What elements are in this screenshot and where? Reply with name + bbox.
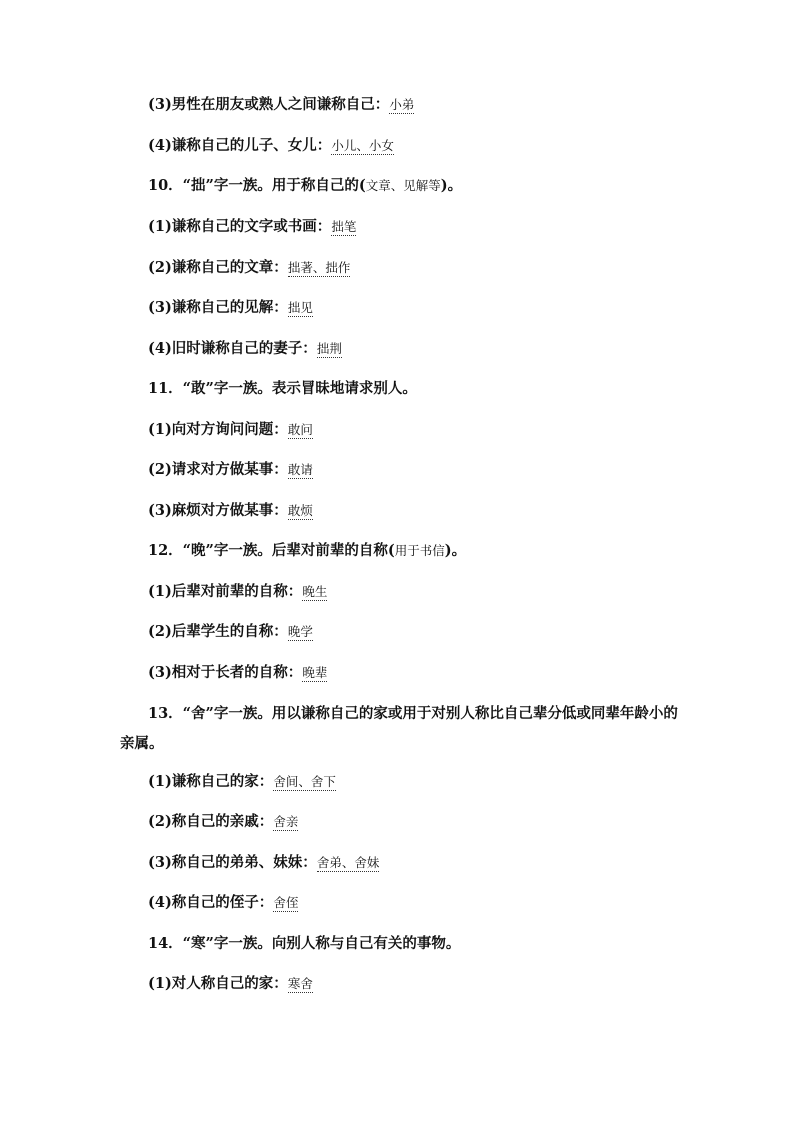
item-text: (1)谦称自己的文字或书画：: [148, 218, 332, 235]
item-text: (3)男性在朋友或熟人之间谦称自己：: [148, 96, 390, 113]
list-item: [148, 95, 414, 115]
list-item: [148, 217, 356, 237]
answer-text: 拙见: [287, 300, 313, 315]
heading-suffix: )。: [444, 542, 467, 559]
section-heading: [148, 379, 417, 399]
list-item: [148, 772, 336, 792]
answer-text: 拙笔: [331, 219, 357, 234]
answer-text: 小儿、小女: [331, 138, 394, 153]
section-heading: [148, 176, 462, 196]
answer-text: 敢请: [287, 462, 313, 477]
item-text: (4)称自己的侄子：: [148, 894, 274, 911]
item-text: (2)后辈学生的自称：: [148, 623, 288, 640]
answer-text: 敢烦: [287, 503, 313, 518]
answer-text: 舍侄: [273, 895, 299, 910]
list-item: [148, 622, 313, 642]
answer-text: 舍弟、舍妹: [316, 855, 380, 870]
item-text: (3)麻烦对方做某事：: [148, 502, 288, 519]
answer-text: 晚学: [287, 624, 313, 639]
heading-text: 10．“拙”字一族。用于称自己的(: [148, 177, 366, 194]
item-text: (2)谦称自己的文章：: [148, 259, 288, 276]
list-item: [148, 258, 350, 278]
list-item: [148, 420, 313, 440]
item-text: (3)谦称自己的见解：: [148, 299, 288, 316]
heading-suffix: )。: [440, 177, 463, 194]
list-item: [148, 893, 298, 913]
item-text: (1)向对方询问问题：: [148, 421, 288, 438]
answer-text: 晚辈: [302, 665, 328, 680]
answer-text: 拙著、拙作: [287, 260, 351, 275]
item-text: (1)谦称自己的家：: [148, 773, 274, 790]
item-text: (1)后辈对前辈的自称：: [148, 583, 303, 600]
list-item: [148, 582, 327, 602]
list-item: [148, 663, 327, 683]
heading-text: 14．“寒”字一族。向别人称与自己有关的事物。: [148, 935, 461, 952]
answer-text: 敢问: [287, 422, 313, 437]
list-item: [148, 460, 313, 480]
item-text: (3)称自己的弟弟、妹妹：: [148, 854, 317, 871]
section-heading: [120, 699, 680, 759]
item-text: (2)请求对方做某事：: [148, 461, 288, 478]
list-item: [148, 298, 313, 318]
item-text: (2)称自己的亲戚：: [148, 813, 274, 830]
list-item: [148, 853, 379, 873]
item-text: (4)谦称自己的儿子、女儿：: [148, 137, 332, 154]
answer-text: 晚生: [302, 584, 328, 599]
heading-note: 文章、见解等: [365, 178, 441, 193]
list-item: [148, 501, 313, 521]
answer-text: 寒舍: [287, 976, 313, 991]
answer-text: 拙荆: [316, 341, 342, 356]
section-heading: [148, 541, 466, 561]
item-text: (3)相对于长者的自称：: [148, 664, 303, 681]
heading-note: 用于书信: [394, 543, 445, 558]
list-item: [148, 974, 313, 994]
section-heading: [148, 934, 460, 954]
answer-text: 舍亲: [273, 814, 299, 829]
list-item: [148, 136, 394, 156]
list-item: [148, 812, 298, 832]
answer-text: 小弟: [389, 97, 415, 112]
item-text: (1)对人称自己的家：: [148, 975, 288, 992]
heading-text: 12．“晚”字一族。后辈对前辈的自称(: [148, 542, 395, 559]
item-text: (4)旧时谦称自己的妻子：: [148, 340, 317, 357]
heading-text: 11．“敢”字一族。表示冒昧地请求别人。: [148, 380, 417, 397]
list-item: [148, 339, 342, 359]
heading-text: 13．“舍”字一族。用以谦称自己的家或用于对别人称比自己辈分低或同辈年龄小的亲属。: [120, 705, 678, 752]
answer-text: 舍间、舍下: [273, 774, 336, 789]
